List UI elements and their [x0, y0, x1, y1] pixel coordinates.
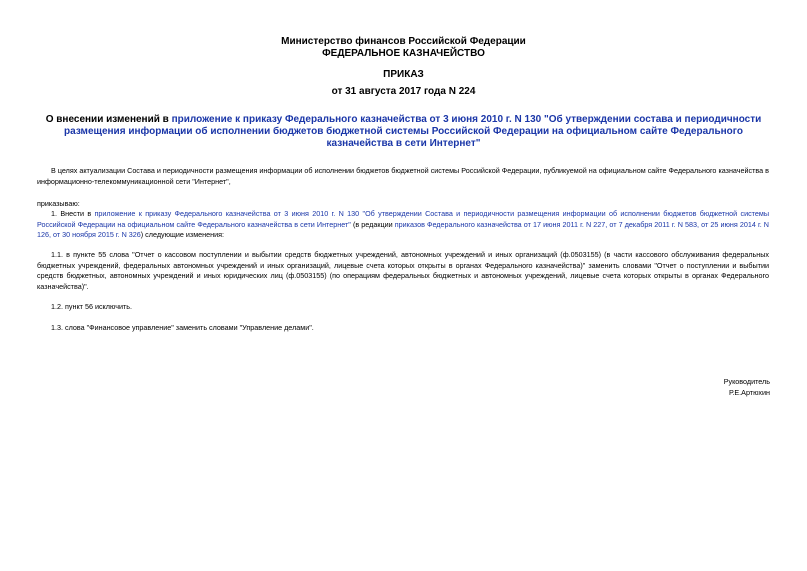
signature-position: Руководитель [723, 377, 770, 386]
item-1-mid: (в редакции [350, 219, 395, 229]
item-1-1: 1.1. в пункте 55 слова "Отчет о кассовом поступлении и выбытии средств бюджетных учреждений, автономных учреждений и иных организаций (ф.0503155) (в части кассового обслуживания федеральных бюджетных учреждений, федеральных автономных учреждений и иных организаций, лицевые счета которых открыты в органах Федерального казначейства)" заменить словами "Отчет о поступлении и выбытии средств бюджетных, автономных учреждений и иных юридических лиц (ф.0503155) (по операциям федеральных бюджетных и автономных учреждений, лицевые счета которых открыты в органах Федерального казначейства)". [37, 250, 769, 291]
item-1 [37, 209, 769, 241]
title-link[interactable]: приложение к приказу Федерального казначейства от 3 июня 2010 г. N 130 "Об утверждении состава и периодичности размещения информации об исполнении бюджетов бюджетной системы Российской Федерации на официальном сайте Федерального казначейства в сети Интернет" [64, 114, 762, 149]
item-1-link[interactable]: приложение к приказу Федерального казначейства от 3 июня 2010 г. N 130 "Об утверждении Состава и периодичности размещения информации об исполнении бюджетов бюджетной системы Российской Федерации на официальном сайте Федерального казначейства в сети Интернет" [37, 209, 769, 229]
title-prefix: О внесении изменений в [45, 114, 172, 125]
signature-name: Р.Е.Артюхин [728, 387, 770, 397]
agency-name: ФЕДЕРАЛЬНОЕ КАЗНАЧЕЙСТВО [322, 48, 485, 59]
item-1-suffix: ) следующие изменения: [140, 230, 225, 239]
item-1-2: 1.2. пункт 56 исключить. [51, 302, 132, 311]
document-header [0, 36, 807, 60]
order-word: приказываю: [37, 199, 80, 208]
ministry-name: Министерство финансов Российской Федерации [281, 36, 526, 47]
document-date: от 31 августа 2017 года N 224 [331, 86, 476, 97]
document-title [45, 114, 762, 150]
signature-block [724, 377, 770, 398]
item-1-3: 1.3. слова "Финансовое управление" заменить словами "Управление делами". [51, 323, 314, 332]
document-type: ПРИКАЗ [383, 69, 424, 80]
item-1-link-amendments[interactable]: приказов Федерального казначейства от 17 июня 2011 г. N 227, от 7 декабря 2011 г. N 583, от 25 июня 2014 г. N 126, от 30 ноября 2015 г. N 326 [37, 219, 770, 239]
item-1-prefix: 1. Внести в [51, 209, 95, 218]
intro-paragraph: В целях актуализации Состава и периодичности размещения информации об исполнении бюджетов бюджетной системы Российской Федерации, публикуемой на официальном сайте Федерального казначейства в информационно-телекоммуникационной сети "Интернет", [37, 166, 769, 186]
